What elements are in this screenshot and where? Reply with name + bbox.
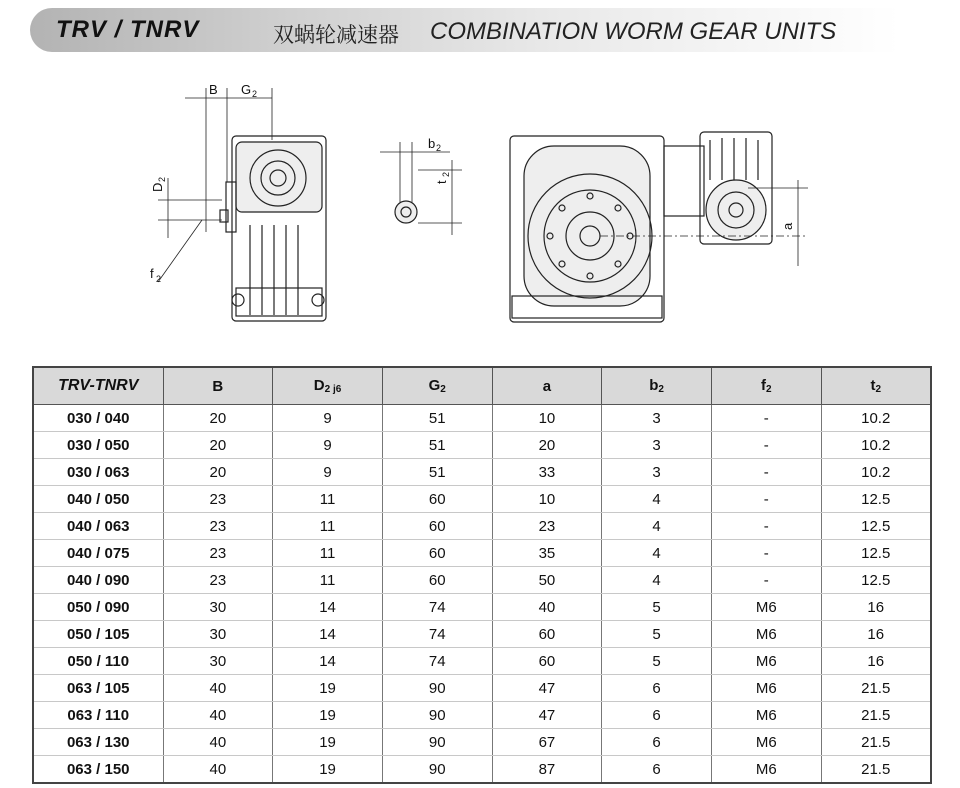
value-cell: 60 bbox=[382, 513, 492, 540]
model-cell: 040 / 050 bbox=[33, 486, 163, 513]
value-cell: - bbox=[711, 567, 821, 594]
value-cell: 10 bbox=[492, 486, 602, 513]
value-cell: 51 bbox=[382, 405, 492, 432]
value-cell: 60 bbox=[382, 540, 492, 567]
column-header bbox=[163, 367, 273, 405]
value-cell: 12.5 bbox=[821, 540, 931, 567]
value-cell: 9 bbox=[273, 405, 383, 432]
value-cell: 35 bbox=[492, 540, 602, 567]
value-cell: 16 bbox=[821, 648, 931, 675]
value-cell: 23 bbox=[163, 567, 273, 594]
value-cell: 3 bbox=[602, 459, 712, 486]
value-cell: M6 bbox=[711, 756, 821, 784]
dim-label-f-sub: 2 bbox=[156, 274, 162, 284]
value-cell: 90 bbox=[382, 675, 492, 702]
value-cell: 33 bbox=[492, 459, 602, 486]
column-header-label: TRV-TNRV bbox=[58, 377, 139, 394]
value-cell: 90 bbox=[382, 756, 492, 784]
value-cell: 9 bbox=[273, 459, 383, 486]
value-cell: 6 bbox=[602, 729, 712, 756]
value-cell: 51 bbox=[382, 432, 492, 459]
model-cell: 040 / 075 bbox=[33, 540, 163, 567]
shaft-detail-drawing bbox=[380, 142, 462, 235]
value-cell: 12.5 bbox=[821, 486, 931, 513]
table-row bbox=[33, 432, 931, 459]
value-cell: 60 bbox=[382, 567, 492, 594]
value-cell: 4 bbox=[602, 567, 712, 594]
dim-label-G: G bbox=[241, 82, 252, 97]
dim-label-G-sub: 2 bbox=[252, 89, 258, 99]
value-cell: 40 bbox=[163, 702, 273, 729]
model-cell: 050 / 105 bbox=[33, 621, 163, 648]
value-cell: 30 bbox=[163, 648, 273, 675]
column-header-subscript: 2 bbox=[875, 384, 881, 395]
value-cell: 23 bbox=[163, 540, 273, 567]
column-header-subscript: 2 j6 bbox=[324, 384, 342, 395]
value-cell: 10.2 bbox=[821, 432, 931, 459]
model-cell: 030 / 063 bbox=[33, 459, 163, 486]
value-cell: 21.5 bbox=[821, 756, 931, 784]
value-cell: - bbox=[711, 459, 821, 486]
value-cell: 5 bbox=[602, 621, 712, 648]
column-header-label: D bbox=[313, 377, 325, 394]
table-row bbox=[33, 513, 931, 540]
value-cell: M6 bbox=[711, 675, 821, 702]
title-model: TRV / TNRV bbox=[56, 16, 200, 43]
value-cell: 4 bbox=[602, 513, 712, 540]
value-cell: 20 bbox=[163, 405, 273, 432]
column-header bbox=[492, 367, 602, 405]
value-cell: 74 bbox=[382, 594, 492, 621]
value-cell: - bbox=[711, 405, 821, 432]
value-cell: 60 bbox=[382, 486, 492, 513]
side-view-drawing bbox=[158, 88, 326, 321]
column-header-label: B bbox=[212, 377, 224, 395]
table-row bbox=[33, 729, 931, 756]
dim-label-D: D bbox=[150, 182, 165, 192]
dimensions-table bbox=[32, 366, 932, 784]
header-row bbox=[33, 367, 931, 405]
model-cell: 063 / 110 bbox=[33, 702, 163, 729]
dim-label-b-sub: 2 bbox=[436, 143, 442, 153]
table-row bbox=[33, 756, 931, 784]
value-cell: 6 bbox=[602, 756, 712, 784]
value-cell: 40 bbox=[163, 729, 273, 756]
value-cell: 4 bbox=[602, 486, 712, 513]
model-cell: 040 / 090 bbox=[33, 567, 163, 594]
column-header bbox=[382, 367, 492, 405]
model-cell: 050 / 110 bbox=[33, 648, 163, 675]
table-body bbox=[33, 405, 931, 784]
value-cell: 60 bbox=[492, 621, 602, 648]
value-cell: 16 bbox=[821, 621, 931, 648]
value-cell: 47 bbox=[492, 675, 602, 702]
dim-label-b: b bbox=[428, 136, 436, 151]
drawings-svg bbox=[0, 60, 960, 360]
value-cell: 9 bbox=[273, 432, 383, 459]
column-header-label: a bbox=[542, 377, 552, 395]
value-cell: 74 bbox=[382, 621, 492, 648]
table-row bbox=[33, 405, 931, 432]
value-cell: 11 bbox=[273, 567, 383, 594]
value-cell: 12.5 bbox=[821, 567, 931, 594]
value-cell: 30 bbox=[163, 621, 273, 648]
model-cell: 050 / 090 bbox=[33, 594, 163, 621]
table-row bbox=[33, 486, 931, 513]
column-header-subscript: 2 bbox=[766, 384, 772, 395]
value-cell: 40 bbox=[163, 756, 273, 784]
column-header bbox=[821, 367, 931, 405]
table-header bbox=[33, 367, 931, 405]
title-english: COMBINATION WORM GEAR UNITS bbox=[430, 18, 837, 45]
table-row bbox=[33, 459, 931, 486]
value-cell: 90 bbox=[382, 702, 492, 729]
value-cell: 20 bbox=[163, 432, 273, 459]
column-header-label: G bbox=[428, 377, 441, 394]
value-cell: 10 bbox=[492, 405, 602, 432]
value-cell: 4 bbox=[602, 540, 712, 567]
value-cell: 6 bbox=[602, 675, 712, 702]
dim-label-t: t bbox=[434, 180, 449, 184]
table-row bbox=[33, 675, 931, 702]
value-cell: M6 bbox=[711, 648, 821, 675]
dim-label-t-sub: 2 bbox=[441, 171, 451, 177]
front-view-drawing bbox=[510, 132, 808, 322]
column-header-subscript: 2 bbox=[440, 384, 446, 395]
value-cell: 11 bbox=[273, 540, 383, 567]
value-cell: 87 bbox=[492, 756, 602, 784]
value-cell: 60 bbox=[492, 648, 602, 675]
table-row bbox=[33, 540, 931, 567]
value-cell: M6 bbox=[711, 621, 821, 648]
value-cell: 16 bbox=[821, 594, 931, 621]
value-cell: 51 bbox=[382, 459, 492, 486]
column-header bbox=[711, 367, 821, 405]
model-cell: 030 / 040 bbox=[33, 405, 163, 432]
value-cell: - bbox=[711, 513, 821, 540]
dimensions-table-container bbox=[32, 366, 930, 784]
value-cell: 14 bbox=[273, 621, 383, 648]
value-cell: 90 bbox=[382, 729, 492, 756]
column-header bbox=[273, 367, 383, 405]
column-header-label: f bbox=[761, 377, 766, 394]
value-cell: 74 bbox=[382, 648, 492, 675]
value-cell: 3 bbox=[602, 405, 712, 432]
value-cell: - bbox=[711, 486, 821, 513]
value-cell: 14 bbox=[273, 594, 383, 621]
value-cell: 20 bbox=[163, 459, 273, 486]
dim-label-a: a bbox=[780, 222, 795, 230]
value-cell: 19 bbox=[273, 729, 383, 756]
table-row bbox=[33, 594, 931, 621]
value-cell: 5 bbox=[602, 648, 712, 675]
value-cell: M6 bbox=[711, 594, 821, 621]
model-cell: 040 / 063 bbox=[33, 513, 163, 540]
column-header bbox=[602, 367, 712, 405]
model-cell: 063 / 130 bbox=[33, 729, 163, 756]
table-row bbox=[33, 702, 931, 729]
value-cell: M6 bbox=[711, 729, 821, 756]
value-cell: 20 bbox=[492, 432, 602, 459]
value-cell: 5 bbox=[602, 594, 712, 621]
column-header bbox=[33, 367, 163, 405]
value-cell: M6 bbox=[711, 702, 821, 729]
value-cell: - bbox=[711, 432, 821, 459]
value-cell: 23 bbox=[163, 486, 273, 513]
dim-label-B: B bbox=[209, 82, 218, 97]
dim-label-D-sub: 2 bbox=[157, 176, 167, 182]
value-cell: 10.2 bbox=[821, 405, 931, 432]
value-cell: 12.5 bbox=[821, 513, 931, 540]
value-cell: 10.2 bbox=[821, 459, 931, 486]
table-row bbox=[33, 567, 931, 594]
value-cell: 14 bbox=[273, 648, 383, 675]
table-row bbox=[33, 648, 931, 675]
model-cell: 030 / 050 bbox=[33, 432, 163, 459]
value-cell: 30 bbox=[163, 594, 273, 621]
column-header-label: b bbox=[649, 377, 659, 394]
dim-label-f: f bbox=[150, 266, 154, 281]
model-cell: 063 / 150 bbox=[33, 756, 163, 784]
value-cell: 11 bbox=[273, 486, 383, 513]
value-cell: 23 bbox=[492, 513, 602, 540]
value-cell: 21.5 bbox=[821, 675, 931, 702]
value-cell: 6 bbox=[602, 702, 712, 729]
value-cell: 19 bbox=[273, 675, 383, 702]
value-cell: 21.5 bbox=[821, 702, 931, 729]
value-cell: - bbox=[711, 540, 821, 567]
value-cell: 19 bbox=[273, 702, 383, 729]
model-cell: 063 / 105 bbox=[33, 675, 163, 702]
value-cell: 23 bbox=[163, 513, 273, 540]
column-header-subscript: 2 bbox=[658, 384, 664, 395]
value-cell: 40 bbox=[492, 594, 602, 621]
value-cell: 19 bbox=[273, 756, 383, 784]
title-chinese: 双蜗轮减速器 bbox=[273, 23, 399, 47]
value-cell: 67 bbox=[492, 729, 602, 756]
column-header-label: t bbox=[870, 377, 876, 394]
header-banner bbox=[30, 8, 900, 52]
table-row bbox=[33, 621, 931, 648]
value-cell: 50 bbox=[492, 567, 602, 594]
value-cell: 3 bbox=[602, 432, 712, 459]
technical-drawings bbox=[0, 60, 960, 360]
value-cell: 11 bbox=[273, 513, 383, 540]
value-cell: 21.5 bbox=[821, 729, 931, 756]
value-cell: 40 bbox=[163, 675, 273, 702]
value-cell: 47 bbox=[492, 702, 602, 729]
